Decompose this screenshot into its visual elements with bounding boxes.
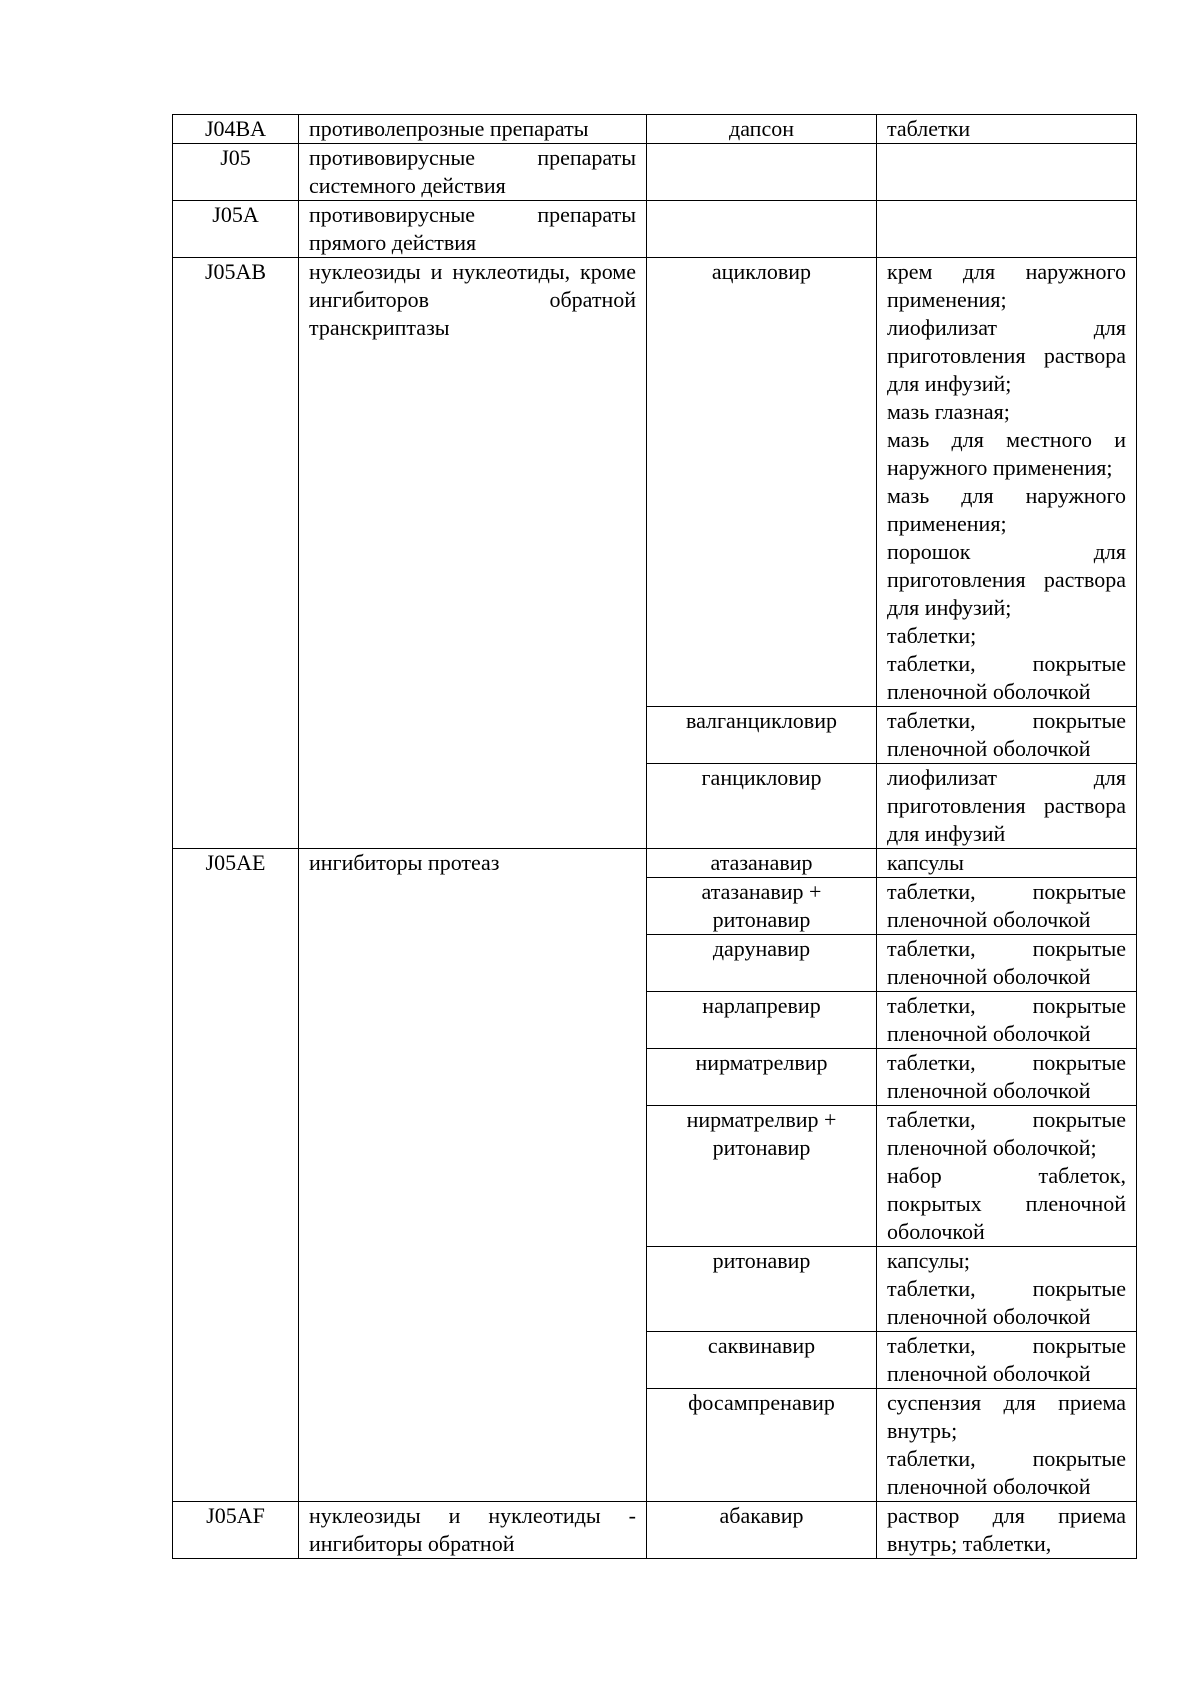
group-name-cell: нуклеозиды и нуклеотиды, кроме ингибиторов обратной транскриптазы	[299, 258, 647, 849]
group-name-cell: противовирусные препараты системного действия	[299, 144, 647, 201]
dosage-form-line: таблетки, покрытые пленочной оболочкой	[887, 1276, 1126, 1329]
inn-cell: валганцикловир	[647, 707, 877, 764]
dosage-form-line: раствор для приема внутрь; таблетки,	[887, 1503, 1126, 1556]
table-row	[173, 115, 1137, 144]
table-row	[173, 144, 1137, 201]
inn-cell: нирматрелвир + ритонавир	[647, 1106, 877, 1247]
dosage-form-cell	[877, 258, 1137, 707]
dosage-form-line: таблетки, покрытые пленочной оболочкой	[887, 993, 1126, 1046]
dosage-form-line: мазь для наружного применения;	[887, 483, 1126, 536]
dosage-form-line: таблетки;	[887, 623, 977, 648]
dosage-form-cell	[877, 764, 1137, 849]
group-name-cell: противовирусные препараты прямого действия	[299, 201, 647, 258]
inn-cell: ганцикловир	[647, 764, 877, 849]
group-name-cell: нуклеозиды и нуклеотиды - ингибиторы обратной	[299, 1502, 647, 1559]
dosage-form-line: мазь для местного и наружного применения;	[887, 427, 1126, 480]
dosage-form-line: таблетки, покрытые пленочной оболочкой	[887, 879, 1126, 932]
dosage-form-line: капсулы	[887, 850, 964, 875]
dosage-form-cell	[877, 1106, 1137, 1247]
inn-cell	[647, 201, 877, 258]
inn-cell: атазанавир	[647, 849, 877, 878]
atc-code-cell: J05AB	[173, 258, 299, 849]
inn-cell: фосампренавир	[647, 1389, 877, 1502]
dosage-form-cell	[877, 992, 1137, 1049]
dosage-form-line: таблетки, покрытые пленочной оболочкой;	[887, 1107, 1126, 1160]
dosage-form-line: лиофилизат для приготовления раствора для инфузий	[887, 765, 1126, 846]
dosage-form-cell	[877, 1247, 1137, 1332]
dosage-form-line: набор таблеток, покрытых пленочной оболочкой	[887, 1163, 1126, 1244]
dosage-form-line: мазь глазная;	[887, 399, 1010, 424]
dosage-form-line: таблетки, покрытые пленочной оболочкой	[887, 651, 1126, 704]
dosage-form-cell	[877, 935, 1137, 992]
dosage-form-cell	[877, 707, 1137, 764]
dosage-form-cell	[877, 849, 1137, 878]
dosage-form-line: таблетки, покрытые пленочной оболочкой	[887, 1333, 1126, 1386]
dosage-form-cell	[877, 115, 1137, 144]
inn-cell: ритонавир	[647, 1247, 877, 1332]
inn-cell	[647, 144, 877, 201]
atc-code-cell: J05AF	[173, 1502, 299, 1559]
atc-code-cell: J05	[173, 144, 299, 201]
dosage-form-line: суспензия для приема внутрь;	[887, 1390, 1126, 1443]
dosage-form-cell	[877, 1389, 1137, 1502]
dosage-form-line: порошок для приготовления раствора для инфузий;	[887, 539, 1126, 620]
atc-code-cell: J05A	[173, 201, 299, 258]
dosage-form-cell	[877, 878, 1137, 935]
dosage-form-cell	[877, 1049, 1137, 1106]
dosage-form-line: таблетки, покрытые пленочной оболочкой	[887, 936, 1126, 989]
inn-cell: ацикловир	[647, 258, 877, 707]
inn-cell: дарунавир	[647, 935, 877, 992]
table-row	[173, 201, 1137, 258]
dosage-form-line: таблетки	[887, 116, 971, 141]
inn-cell: нирматрелвир	[647, 1049, 877, 1106]
dosage-form-line: лиофилизат для приготовления раствора для инфузий;	[887, 315, 1126, 396]
inn-cell: дапсон	[647, 115, 877, 144]
atc-code-cell: J04BA	[173, 115, 299, 144]
dosage-form-line: капсулы;	[887, 1248, 970, 1273]
dosage-form-line: таблетки, покрытые пленочной оболочкой	[887, 1446, 1126, 1499]
dosage-form-cell	[877, 1502, 1137, 1559]
inn-cell: саквинавир	[647, 1332, 877, 1389]
table-row	[173, 849, 1137, 878]
dosage-form-line: таблетки, покрытые пленочной оболочкой	[887, 1050, 1126, 1103]
inn-cell: абакавир	[647, 1502, 877, 1559]
atc-code-cell: J05AE	[173, 849, 299, 1502]
table-row	[173, 1502, 1137, 1559]
group-name-cell: ингибиторы протеаз	[299, 849, 647, 1502]
dosage-form-line: крем для наружного применения;	[887, 259, 1126, 312]
group-name-cell: противолепрозные препараты	[299, 115, 647, 144]
dosage-form-cell	[877, 201, 1137, 258]
dosage-form-cell	[877, 1332, 1137, 1389]
inn-cell: атазанавир + ритонавир	[647, 878, 877, 935]
dosage-form-cell	[877, 144, 1137, 201]
dosage-form-line: таблетки, покрытые пленочной оболочкой	[887, 708, 1126, 761]
inn-cell: нарлапревир	[647, 992, 877, 1049]
drug-table	[172, 114, 1137, 1559]
table-row	[173, 258, 1137, 707]
